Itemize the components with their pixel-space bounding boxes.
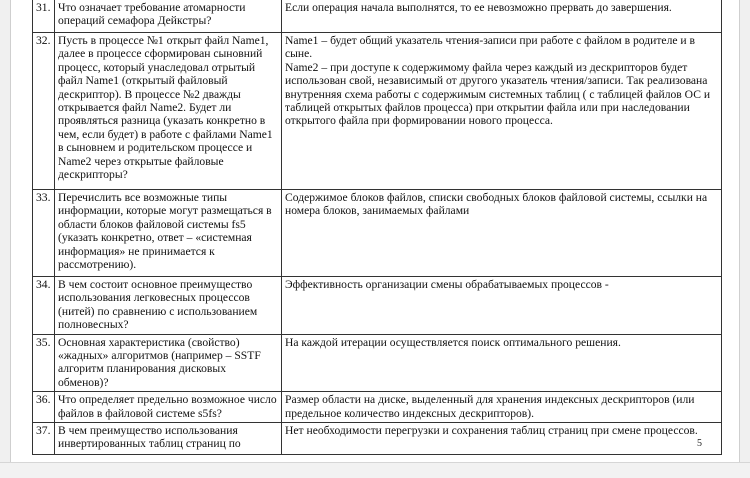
question-cell: В чем преимущество использования инвертированных таблиц страниц по: [55, 423, 282, 455]
page-bottom-band: [0, 462, 750, 478]
answer-cell: Name1 – будет общий указатель чтения-записи при работе с файлом в родителе и в сыне. Name2 – при доступе к содержимому файла через каждый из дескрипторов будет использован свой, независимый от другого указатель чтения/записи. Так реализована внутренняя схема работы с содержимым системных таблиц ( с таблицей файлов ОС и таблицей открытых файлов процесса) при открытии файла или при наследовании открытого файла при формировании нового процесса.: [282, 33, 722, 190]
question-cell: Что определяет предельно возможное число файлов в файловой системе s5fs?: [55, 392, 282, 423]
question-cell: Пусть в процессе №1 открыт файл Name1, далее в процессе сформирован сыновний процесс, который унаследовал отрытый файл Name1 (открытый файловый дескриптор). В процессе №2 дважды открывается файл Name2. Будет ли проявляться разница (указать конкретно в чем, если будет) в работе с файлами Name1 в сыновнем и родительском процессе и Name2 через открытые файловые дескрипторы?: [55, 33, 282, 190]
table-row: [33, 33, 722, 190]
table-row: [33, 423, 722, 455]
answer-cell: Размер области на диске, выделенный для хранения индексных дескрипторов (или предельное количество индексных дескрипторов).: [282, 392, 722, 423]
left-margin-rule: [0, 0, 11, 462]
answer-cell: На каждой итерации осуществляется поиск оптимального решения.: [282, 334, 722, 392]
row-number: 31.: [33, 0, 55, 33]
page-number: 5: [697, 438, 702, 449]
question-cell: Основная характеристика (свойство) «жадных» алгоритмов (например – SSTF алгоритм планирования дисковых обменов)?: [55, 334, 282, 392]
table-row: [33, 277, 722, 335]
answer-cell: Если операция начала выполнятся, то ее невозможно прервать до завершения.: [282, 0, 722, 33]
row-number: 37.: [33, 423, 55, 455]
answer-cell: Эффективность организации смены обрабатываемых процессов -: [282, 277, 722, 335]
answer-cell: Нет необходимости перегрузки и сохранения таблиц страниц при смене процессов.: [282, 423, 722, 455]
question-cell: В чем состоит основное преимущество использования легковесных процессов (нитей) по сравнению с использованием полновесных?: [55, 277, 282, 335]
question-cell: Перечислить все возможные типы информации, которые могут размещаться в области блоков файловой системы fs5 (указать конкретно, ответ – «системная информация» не принимается к рассмотрению).: [55, 190, 282, 277]
qa-table: [32, 0, 722, 455]
table-row: [33, 334, 722, 392]
row-number: 33.: [33, 190, 55, 277]
row-number: 36.: [33, 392, 55, 423]
row-number: 34.: [33, 277, 55, 335]
table-row: [33, 190, 722, 277]
table-row: [33, 0, 722, 33]
table-row: [33, 392, 722, 423]
answer-cell: Содержимое блоков файлов, списки свободных блоков файловой системы, ссылки на номера блоков, занимаемых файлами: [282, 190, 722, 277]
right-margin-rule: [739, 0, 750, 462]
row-number: 32.: [33, 33, 55, 190]
question-cell: Что означает требование атомарности операций семафора Дейкстры?: [55, 0, 282, 33]
row-number: 35.: [33, 334, 55, 392]
